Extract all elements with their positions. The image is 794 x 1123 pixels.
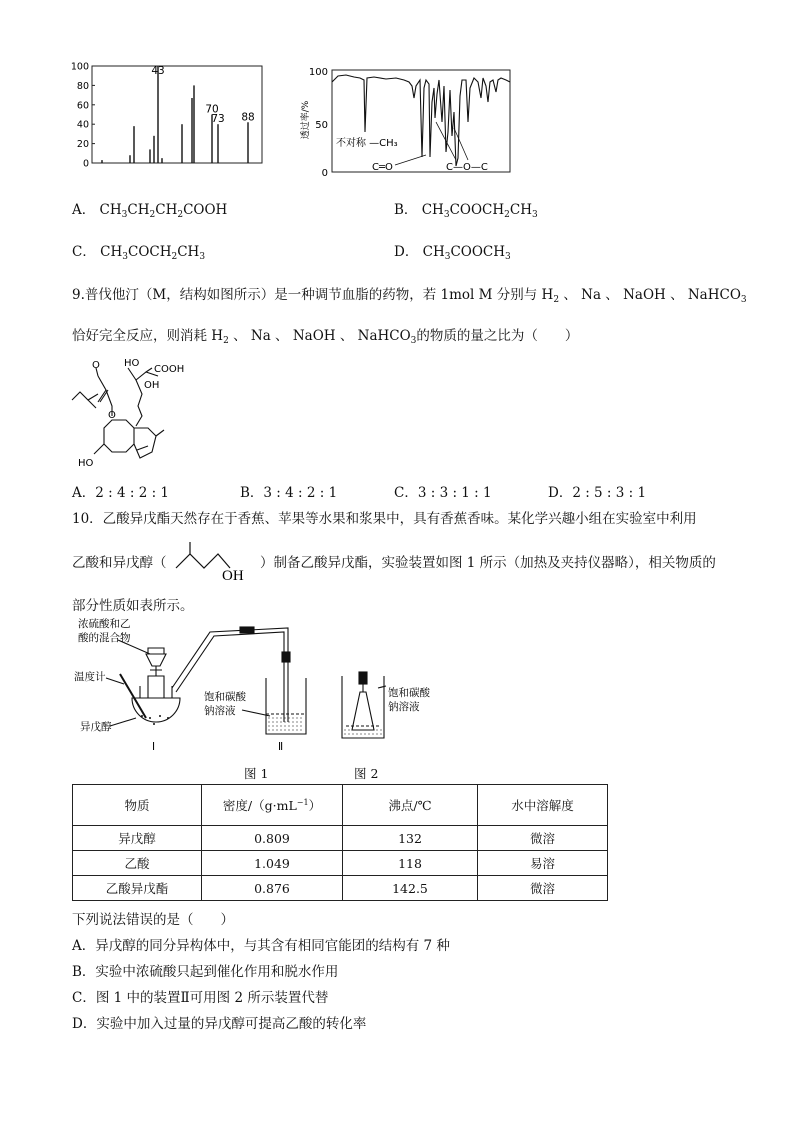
table-cell: 异戊醇 (73, 826, 202, 851)
label-roman-2: Ⅱ (278, 741, 284, 753)
mass-spectrum-chart (68, 62, 268, 172)
ir-ytick: 50 (315, 120, 328, 131)
struct-label: COOH (154, 364, 185, 375)
ir-ytick: 100 (308, 67, 328, 78)
table-cell: 1.049 (202, 851, 343, 876)
q9-option-a: A．2 : 4 : 2 : 1 (72, 485, 169, 501)
ms-ytick: 60 (76, 100, 89, 112)
table-cell: 乙酸异戊酯 (73, 876, 202, 901)
table-cell: 0.809 (202, 826, 343, 851)
ir-ytick: 0 (321, 168, 328, 179)
q10-option-d: D．实验中加入过量的异戊醇可提高乙酸的转化率 (72, 1016, 367, 1032)
ms-peak-label: 43 (151, 65, 165, 77)
ms-ytick: 0 (82, 158, 89, 170)
ir-annotation: C—O—C (446, 162, 488, 173)
ms-frame (92, 66, 262, 163)
q9-option-d: D．2 : 5 : 3 : 1 (548, 485, 647, 501)
ir-trace (332, 75, 510, 166)
apparatus-figure (70, 614, 460, 782)
table-cell: 易溶 (478, 851, 608, 876)
struct-label: OH (144, 380, 160, 391)
label-na2co3-fig2: 饱和碳酸 (388, 687, 430, 699)
pravastatin-structure (66, 354, 206, 474)
struct-label: HO (124, 358, 140, 369)
figure-1-caption: 图 1 (244, 766, 269, 781)
table-row (73, 851, 608, 876)
label-roman-1: Ⅰ (152, 741, 156, 753)
q8-option-a: A． $CH_3CH_2CH_2COOH$ (72, 202, 228, 220)
ir-annotation: C═O (372, 162, 393, 173)
label-acid-mix: 浓硫酸和乙 (78, 618, 131, 630)
q8-option-c: C． $CH_3COCH_2CH_3$ (72, 244, 206, 262)
ms-ytick: 100 (70, 62, 89, 73)
label-thermometer: 温度计 (74, 671, 106, 683)
q8-option-d: D． $CH_3COOCH_3$ (394, 244, 511, 262)
round-bottom-flask (132, 698, 180, 722)
q10-option-c: C．图 1 中的装置Ⅱ可用图 2 所示装置代替 (72, 990, 329, 1006)
ir-annotation: 不对称 —CH₃ (336, 138, 398, 149)
q9-option-c: C．3 : 3 : 1 : 1 (394, 485, 492, 501)
table-cell: 142.5 (343, 876, 478, 901)
properties-table (72, 784, 608, 901)
q9-stem-line1: 9.普伐他汀（M，结构如图所示）是一种调节血脂的药物，若 1mol M 分别与 $H_2$ 、 Na 、 NaOH 、 NaHCO$_3$ (72, 287, 747, 305)
ms-peak-label: 70 (205, 103, 219, 116)
label-isoamyl: 异戊醇 (80, 721, 112, 733)
table-cell: 微溶 (478, 826, 608, 851)
table-cell: 乙酸 (73, 851, 202, 876)
dropping-funnel (146, 654, 166, 666)
table-cell: 微溶 (478, 876, 608, 901)
table-row (73, 876, 608, 901)
ms-ytick: 40 (76, 119, 89, 131)
label-na2co3: 饱和碳酸 (204, 691, 246, 703)
figure-2-caption: 图 2 (354, 766, 379, 781)
ms-peak-label: 73 (211, 113, 225, 126)
struct-label: O (92, 360, 100, 371)
label-acid-mix: 酸的混合物 (78, 632, 131, 644)
inverted-funnel (352, 692, 374, 730)
ms-ytick: 20 (76, 139, 89, 151)
struct-label: O (108, 410, 116, 421)
q10-option-b: B．实验中浓硫酸只起到催化作用和脱水作用 (72, 964, 339, 980)
table-header-row (73, 785, 608, 826)
ir-spectrum-chart (296, 62, 516, 180)
struct-label: HO (78, 458, 94, 469)
q8-option-b: B． $CH_3COOCH_2CH_3$ (394, 202, 538, 220)
table-header: 沸点/℃ (343, 785, 478, 826)
q10-stem-line2: 乙酸和异戊醇（ (72, 555, 167, 571)
ms-peak-label: 88 (241, 111, 255, 124)
q10-question: 下列说法错误的是（ ） (72, 912, 234, 928)
table-row (73, 826, 608, 851)
oh-label: OH (222, 568, 244, 584)
q10-stem-line2b: ）制备乙酸异戊酯，实验装置如图 1 所示（加热及夹持仪器略），相关物质的 (260, 555, 716, 571)
q10-stem-line3: 部分性质如表所示。 (72, 598, 194, 614)
table-cell: 0.876 (202, 876, 343, 901)
table-header: 水中溶解度 (478, 785, 608, 826)
q9-option-b: B．3 : 4 : 2 : 1 (240, 485, 338, 501)
table-cell: 132 (343, 826, 478, 851)
label-na2co3-fig2: 钠溶液 (388, 701, 420, 713)
q10-option-a: A．异戊醇的同分异构体中，与其含有相同官能团的结构有 7 种 (72, 938, 450, 954)
q10-stem-line1: 10．乙酸异戊酯天然存在于香蕉、苹果等水果和浆果中，具有香蕉香味。某化学兴趣小组在实验室中利用 (72, 511, 697, 527)
q9-stem-line2: 恰好完全反应，则消耗 $H_2$ 、 Na 、 NaOH 、 NaHCO$_3$的物质的量之比为（ ） (72, 328, 579, 346)
isoamyl-alcohol-skeletal (172, 538, 258, 584)
label-na2co3: 钠溶液 (204, 705, 236, 717)
table-header: 密度$/(g\cdot mL^{-1})$ (202, 785, 343, 826)
ir-ylabel: 透过率/% (301, 100, 311, 140)
table-cell: 118 (343, 851, 478, 876)
ms-ytick: 80 (76, 80, 89, 92)
table-header: 物质 (73, 785, 202, 826)
